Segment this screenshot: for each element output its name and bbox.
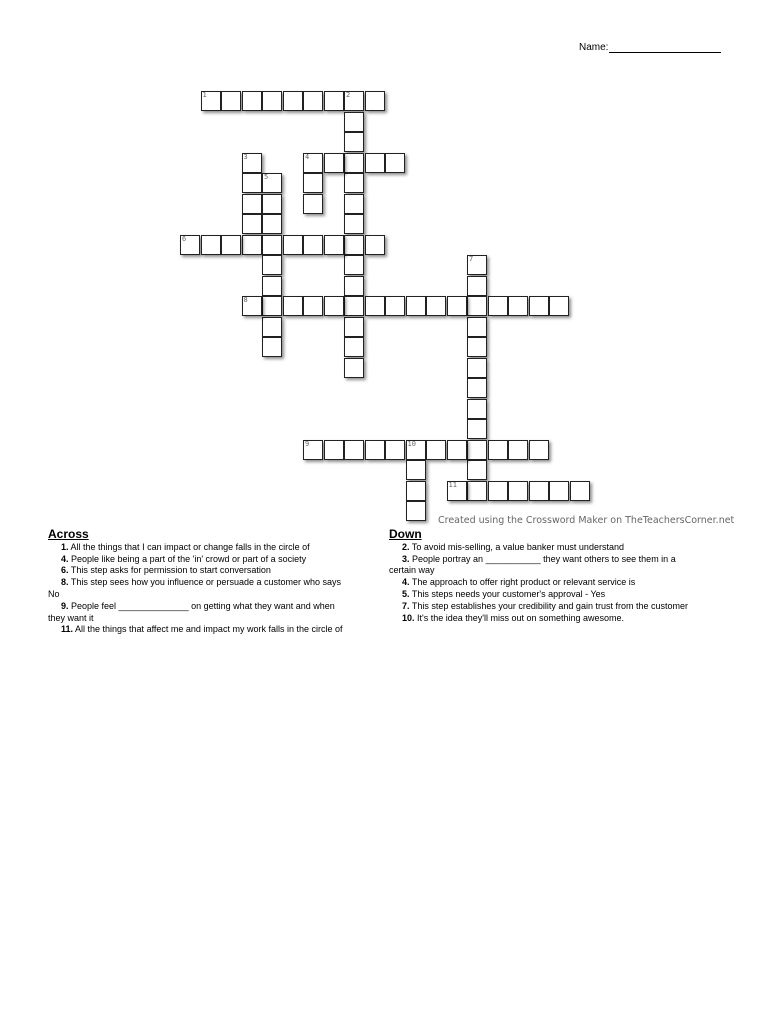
grid-cell[interactable] bbox=[406, 481, 426, 501]
grid-cell[interactable] bbox=[488, 296, 508, 316]
grid-cell-number: 6 bbox=[182, 234, 187, 243]
grid-cell[interactable] bbox=[303, 296, 323, 316]
across-clue-text: This step sees how you influence or persuade a customer who says bbox=[68, 577, 341, 588]
name-label: Name: bbox=[579, 42, 609, 53]
grid-cell[interactable] bbox=[508, 481, 528, 501]
down-clues bbox=[389, 529, 719, 624]
grid-cell[interactable] bbox=[242, 173, 262, 193]
grid-cell[interactable] bbox=[303, 91, 323, 111]
down-clue-number: 2. bbox=[402, 541, 410, 552]
grid-cell[interactable] bbox=[221, 91, 241, 111]
grid-cell[interactable] bbox=[467, 399, 487, 419]
across-clue-number: 1. bbox=[61, 541, 69, 552]
down-clue-number: 10. bbox=[402, 612, 415, 623]
grid-cell[interactable] bbox=[529, 481, 549, 501]
grid-cell[interactable] bbox=[344, 132, 364, 152]
grid-cell[interactable] bbox=[467, 460, 487, 480]
grid-cell-number: 10 bbox=[407, 439, 416, 448]
across-clue-continuation: No bbox=[48, 588, 60, 599]
grid-cell[interactable] bbox=[344, 440, 364, 460]
grid-cell[interactable] bbox=[262, 194, 282, 214]
down-clue-text: The approach to offer right product or relevant service is bbox=[409, 577, 636, 588]
across-clue-text: This step asks for permission to start conversation bbox=[68, 565, 271, 576]
across-clue-number: 8. bbox=[61, 577, 69, 588]
grid-cell[interactable] bbox=[467, 337, 487, 357]
grid-cell[interactable] bbox=[283, 235, 303, 255]
down-clue-text: This steps needs your customer's approval - Yes bbox=[409, 588, 606, 599]
across-clue bbox=[48, 577, 378, 601]
grid-cell[interactable] bbox=[344, 194, 364, 214]
grid-cell[interactable] bbox=[344, 112, 364, 132]
across-clue bbox=[48, 542, 378, 554]
grid-cell[interactable] bbox=[344, 276, 364, 296]
across-clue-text: All the things that I can impact or change falls in the circle of bbox=[68, 541, 310, 552]
across-clue-number: 6. bbox=[61, 565, 69, 576]
grid-cell[interactable] bbox=[344, 317, 364, 337]
grid-cell[interactable] bbox=[221, 235, 241, 255]
grid-cell[interactable] bbox=[447, 440, 467, 460]
down-clue-number: 4. bbox=[402, 577, 410, 588]
down-clue-number: 3. bbox=[402, 553, 410, 564]
grid-cell[interactable] bbox=[324, 235, 344, 255]
grid-cell[interactable] bbox=[488, 440, 508, 460]
down-clue-continuation: certain way bbox=[389, 565, 435, 576]
down-clue bbox=[389, 554, 719, 578]
grid-cell[interactable] bbox=[467, 440, 487, 460]
grid-cell[interactable] bbox=[488, 481, 508, 501]
grid-cell[interactable] bbox=[262, 317, 282, 337]
across-clue-text: People like being a part of the 'in' crowd or part of a society bbox=[68, 553, 307, 564]
grid-cell[interactable] bbox=[262, 276, 282, 296]
grid-cell[interactable] bbox=[467, 358, 487, 378]
grid-cell[interactable] bbox=[324, 296, 344, 316]
grid-cell[interactable] bbox=[467, 378, 487, 398]
across-clue-number: 11. bbox=[61, 624, 74, 635]
grid-cell[interactable] bbox=[385, 440, 405, 460]
grid-cell[interactable] bbox=[242, 235, 262, 255]
grid-cell[interactable] bbox=[303, 173, 323, 193]
grid-cell-number: 1 bbox=[202, 91, 207, 99]
across-clue-number: 9. bbox=[61, 600, 69, 611]
across-clue-number: 4. bbox=[61, 553, 69, 564]
grid-cell[interactable] bbox=[549, 296, 569, 316]
grid-cell[interactable] bbox=[365, 440, 385, 460]
grid-cell[interactable] bbox=[426, 296, 446, 316]
grid-cell[interactable] bbox=[406, 296, 426, 316]
down-clue-list bbox=[389, 542, 719, 625]
grid-cell[interactable] bbox=[262, 337, 282, 357]
across-clue-text: All the things that affect me and impact my work falls in the circle of bbox=[73, 624, 343, 635]
grid-cell[interactable] bbox=[385, 153, 405, 173]
grid-cell-number: 5 bbox=[264, 173, 269, 181]
grid-cell[interactable] bbox=[262, 214, 282, 234]
grid-cell[interactable] bbox=[365, 235, 385, 255]
grid-cell[interactable] bbox=[385, 296, 405, 316]
grid-cell[interactable] bbox=[467, 276, 487, 296]
across-clue-continuation: they want it bbox=[48, 612, 94, 623]
down-clue-number: 7. bbox=[402, 600, 410, 611]
grid-cell-number: 9 bbox=[305, 439, 310, 448]
grid-cell[interactable] bbox=[508, 440, 528, 460]
across-clue bbox=[48, 601, 378, 625]
grid-cell[interactable] bbox=[283, 91, 303, 111]
down-clue bbox=[389, 601, 719, 613]
grid-cell[interactable] bbox=[201, 235, 221, 255]
grid-cell[interactable] bbox=[508, 296, 528, 316]
grid-cell-number: 7 bbox=[469, 255, 474, 263]
grid-cell-number: 3 bbox=[243, 152, 248, 161]
grid-cell[interactable] bbox=[344, 337, 364, 357]
grid-cell[interactable] bbox=[406, 460, 426, 480]
grid-cell[interactable] bbox=[324, 153, 344, 173]
credit-text: Created using the Crossword Maker on TheTeachersCorner.net bbox=[438, 515, 735, 526]
grid-cell[interactable] bbox=[570, 481, 590, 501]
grid-cell[interactable] bbox=[529, 440, 549, 460]
grid-cell-number: 2 bbox=[346, 91, 351, 99]
grid-cell[interactable] bbox=[406, 501, 426, 521]
grid-cell[interactable] bbox=[344, 214, 364, 234]
grid-cell[interactable] bbox=[549, 481, 569, 501]
grid-cell[interactable] bbox=[467, 481, 487, 501]
grid-cell[interactable] bbox=[447, 296, 467, 316]
grid-cell[interactable] bbox=[344, 358, 364, 378]
down-clue bbox=[389, 589, 719, 601]
grid-cell[interactable] bbox=[467, 296, 487, 316]
down-clue-text: People portray an ___________ they want others to see them in a bbox=[409, 553, 676, 564]
grid-cell[interactable] bbox=[324, 91, 344, 111]
grid-cell[interactable] bbox=[467, 317, 487, 337]
grid-cell[interactable] bbox=[262, 255, 282, 275]
grid-cell[interactable] bbox=[344, 173, 364, 193]
down-clue-text: To avoid mis-selling, a value banker must understand bbox=[409, 541, 624, 552]
grid-cell[interactable] bbox=[365, 153, 385, 173]
grid-cell[interactable] bbox=[344, 153, 364, 173]
grid-cell-number: 11 bbox=[448, 480, 457, 489]
across-clue-text: People feel ______________ on getting what they want and when bbox=[68, 600, 335, 611]
grid-cell[interactable] bbox=[283, 296, 303, 316]
grid-cell[interactable] bbox=[529, 296, 549, 316]
grid-cell[interactable] bbox=[324, 440, 344, 460]
down-clue-text: This step establishes your credibility and gain trust from the customer bbox=[409, 600, 688, 611]
grid-cell[interactable] bbox=[262, 296, 282, 316]
down-clue bbox=[389, 577, 719, 589]
down-heading: Down bbox=[389, 527, 422, 541]
grid-cell[interactable] bbox=[365, 91, 385, 111]
down-clue bbox=[389, 613, 719, 625]
down-clue-number: 5. bbox=[402, 588, 410, 599]
across-clue bbox=[48, 565, 378, 577]
across-clue bbox=[48, 624, 378, 636]
across-clues bbox=[48, 529, 378, 636]
grid-cell[interactable] bbox=[242, 194, 262, 214]
grid-cell[interactable] bbox=[365, 296, 385, 316]
grid-cell[interactable] bbox=[303, 235, 323, 255]
grid-cell[interactable] bbox=[344, 255, 364, 275]
down-clue bbox=[389, 542, 719, 554]
grid-cell[interactable] bbox=[262, 91, 282, 111]
grid-cell[interactable] bbox=[242, 91, 262, 111]
grid-cell[interactable] bbox=[426, 440, 446, 460]
grid-cell[interactable] bbox=[344, 235, 364, 255]
grid-cell[interactable] bbox=[242, 214, 262, 234]
grid-cell[interactable] bbox=[303, 194, 323, 214]
across-clue bbox=[48, 554, 378, 566]
grid-cell[interactable] bbox=[467, 419, 487, 439]
grid-cell-number: 8 bbox=[243, 296, 248, 304]
across-heading: Across bbox=[48, 527, 89, 541]
grid-cell-number: 4 bbox=[305, 152, 310, 161]
grid-cell[interactable] bbox=[262, 235, 282, 255]
down-clue-text: It's the idea they'll miss out on something awesome. bbox=[414, 612, 625, 623]
across-clue-list bbox=[48, 542, 378, 636]
grid-cell[interactable] bbox=[344, 296, 364, 316]
